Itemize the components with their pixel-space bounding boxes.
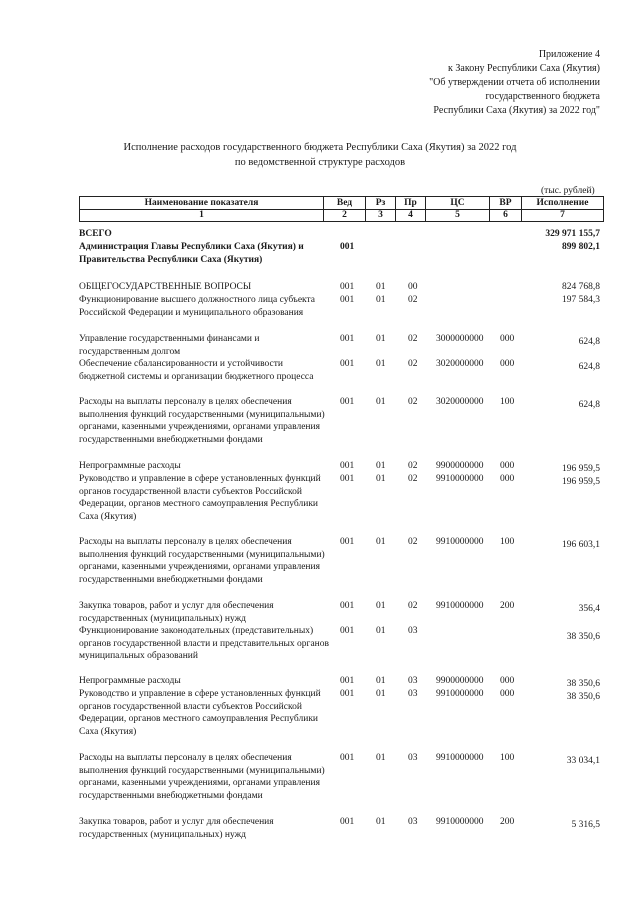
row-ved: 001 xyxy=(340,242,355,252)
row-pr: 03 xyxy=(408,753,418,763)
row-name: Обеспечение сбалансированности и устойчивости бюджетной системы и организации бюджетного процесса xyxy=(79,359,314,382)
appendix-line: "Об утверждении отчета об исполнении xyxy=(429,77,600,88)
row-pr: 02 xyxy=(408,474,418,484)
row-vr: 200 xyxy=(500,601,515,611)
row-ved: 001 xyxy=(340,334,355,344)
units-label: (тыс. рублей) xyxy=(541,186,595,196)
row-ved: 001 xyxy=(340,282,355,292)
row-vr: 200 xyxy=(500,817,515,827)
row-cs: 3020000000 xyxy=(436,359,484,369)
column-header-rz: Рз xyxy=(366,197,396,210)
row-vr: 100 xyxy=(500,537,515,547)
row-rz: 01 xyxy=(376,295,386,305)
column-number: 1 xyxy=(80,210,324,222)
appendix-note xyxy=(360,48,600,118)
row-ved: 001 xyxy=(340,359,355,369)
row-pr: 02 xyxy=(408,537,418,547)
row-amount: 5 316,5 xyxy=(571,820,600,830)
row-pr: 02 xyxy=(408,295,418,305)
column-number: 3 xyxy=(366,210,396,222)
row-name: Расходы на выплаты персоналу в целях обеспечения выполнения функций государственными (муниципальными) органами, казенными учреждениями, органами управления государственными внебюджетными фондами xyxy=(79,753,325,801)
row-ved: 001 xyxy=(340,601,355,611)
row-vr: 000 xyxy=(500,461,515,471)
row-rz: 01 xyxy=(376,689,386,699)
row-vr: 000 xyxy=(500,334,515,344)
row-name: Непрограммные расходы xyxy=(79,461,181,471)
row-name: Функционирование высшего должностного лица субъекта Российской Федерации и муниципального образования xyxy=(79,295,316,318)
row-rz: 01 xyxy=(376,282,386,292)
row-pr: 03 xyxy=(408,817,418,827)
row-vr: 000 xyxy=(500,474,515,484)
row-amount: 329 971 155,7 xyxy=(545,229,600,239)
row-name: Непрограммные расходы xyxy=(79,676,181,686)
row-amount: 196 959,5 xyxy=(562,464,600,474)
row-rz: 01 xyxy=(376,397,386,407)
appendix-line: к Закону Республики Саха (Якутия) xyxy=(448,63,600,74)
row-amount: 197 584,3 xyxy=(562,295,600,305)
row-name: Закупка товаров, работ и услуг для обеспечения государственных (муниципальных) нужд xyxy=(79,601,274,624)
column-number: 5 xyxy=(426,210,490,222)
row-cs: 9910000000 xyxy=(436,537,484,547)
row-amount: 38 350,6 xyxy=(566,679,600,689)
row-rz: 01 xyxy=(376,461,386,471)
column-number: 2 xyxy=(324,210,366,222)
row-ved: 001 xyxy=(340,474,355,484)
row-cs: 9910000000 xyxy=(436,601,484,611)
row-ved: 001 xyxy=(340,689,355,699)
row-pr: 03 xyxy=(408,676,418,686)
column-number: 6 xyxy=(490,210,522,222)
row-amount: 624,8 xyxy=(578,362,600,372)
row-ved: 001 xyxy=(340,626,355,636)
row-rz: 01 xyxy=(376,334,386,344)
row-rz: 01 xyxy=(376,817,386,827)
row-ved: 001 xyxy=(340,817,355,827)
row-amount: 899 802,1 xyxy=(562,242,600,252)
column-header-vr: ВР xyxy=(490,197,522,210)
row-ved: 001 xyxy=(340,676,355,686)
row-cs: 3020000000 xyxy=(436,397,484,407)
column-header-ved: Вед xyxy=(324,197,366,210)
column-number: 7 xyxy=(522,210,604,222)
row-ved: 001 xyxy=(340,537,355,547)
column-header-cs: ЦС xyxy=(426,197,490,210)
row-rz: 01 xyxy=(376,537,386,547)
row-pr: 02 xyxy=(408,601,418,611)
row-vr: 000 xyxy=(500,359,515,369)
row-ved: 001 xyxy=(340,397,355,407)
row-amount: 356,4 xyxy=(578,604,600,614)
row-amount: 196 959,5 xyxy=(562,477,600,487)
title-line-1: Исполнение расходов государственного бюджета Республики Саха (Якутия) за 2022 год xyxy=(123,142,517,153)
row-amount: 33 034,1 xyxy=(566,756,600,766)
row-pr: 02 xyxy=(408,397,418,407)
row-name: ОБЩЕГОСУДАРСТВЕННЫЕ ВОПРОСЫ xyxy=(79,282,252,292)
row-rz: 01 xyxy=(376,474,386,484)
row-name: Расходы на выплаты персоналу в целях обеспечения выполнения функций государственными (муниципальными) органами, казенными учреждениями, органами управления государственными внебюджетными фондами xyxy=(79,537,325,585)
appendix-line: Приложение 4 xyxy=(538,49,600,60)
document-title xyxy=(0,140,640,170)
row-name: Функционирование законодательных (представительных) органов государственной власти и представительных органов муниципальных образований xyxy=(79,626,329,662)
row-rz: 01 xyxy=(376,626,386,636)
column-number: 4 xyxy=(396,210,426,222)
row-ved: 001 xyxy=(340,295,355,305)
appendix-line: государственного бюджета xyxy=(485,91,600,102)
table-header xyxy=(79,196,604,222)
row-cs: 9910000000 xyxy=(436,817,484,827)
row-cs: 9910000000 xyxy=(436,474,484,484)
row-name: Администрация Главы Республики Саха (Якутия) и Правительства Республики Саха (Якутия) xyxy=(79,242,304,265)
row-name: Управление государственными финансами и государственным долгом xyxy=(79,334,260,357)
row-pr: 03 xyxy=(408,626,418,636)
row-name: ВСЕГО xyxy=(79,229,112,239)
row-cs: 9910000000 xyxy=(436,753,484,763)
row-ved: 001 xyxy=(340,461,355,471)
row-amount: 38 350,6 xyxy=(566,692,600,702)
row-pr: 00 xyxy=(408,282,418,292)
title-line-2: по ведомственной структуре расходов xyxy=(234,157,406,168)
column-header-pr: Пр xyxy=(396,197,426,210)
row-amount: 624,8 xyxy=(578,400,600,410)
row-rz: 01 xyxy=(376,676,386,686)
row-cs: 9900000000 xyxy=(436,676,484,686)
row-pr: 03 xyxy=(408,689,418,699)
row-ved: 001 xyxy=(340,753,355,763)
row-name: Расходы на выплаты персоналу в целях обеспечения выполнения функций государственными (муниципальными) органами, казенными учреждениями, органами управления государственными внебюджетными фондами xyxy=(79,397,325,445)
row-cs: 3000000000 xyxy=(436,334,484,344)
column-header-name: Наименование показателя xyxy=(80,197,324,210)
row-vr: 000 xyxy=(500,676,515,686)
row-rz: 01 xyxy=(376,753,386,763)
row-amount: 38 350,6 xyxy=(566,632,600,642)
row-pr: 02 xyxy=(408,334,418,344)
row-amount: 196 603,1 xyxy=(562,540,600,550)
row-rz: 01 xyxy=(376,601,386,611)
row-cs: 9910000000 xyxy=(436,689,484,699)
row-pr: 02 xyxy=(408,359,418,369)
row-amount: 624,8 xyxy=(578,337,600,347)
row-vr: 000 xyxy=(500,689,515,699)
row-name: Руководство и управление в сфере установленных функций органов государственной власти субъектов Российской Федерации, органов местного самоуправления Республики Саха (Якутия) xyxy=(79,689,321,737)
row-name: Руководство и управление в сфере установленных функций органов государственной власти субъектов Российской Федерации, органов местного самоуправления Республики Саха (Якутия) xyxy=(79,474,321,522)
row-pr: 02 xyxy=(408,461,418,471)
row-name: Закупка товаров, работ и услуг для обеспечения государственных (муниципальных) нужд xyxy=(79,817,274,840)
row-vr: 100 xyxy=(500,397,515,407)
row-amount: 824 768,8 xyxy=(562,282,600,292)
row-vr: 100 xyxy=(500,753,515,763)
appendix-line: Республики Саха (Якутия) за 2022 год" xyxy=(433,105,600,116)
row-cs: 9900000000 xyxy=(436,461,484,471)
row-rz: 01 xyxy=(376,359,386,369)
column-header-amount: Исполнение xyxy=(522,197,604,210)
